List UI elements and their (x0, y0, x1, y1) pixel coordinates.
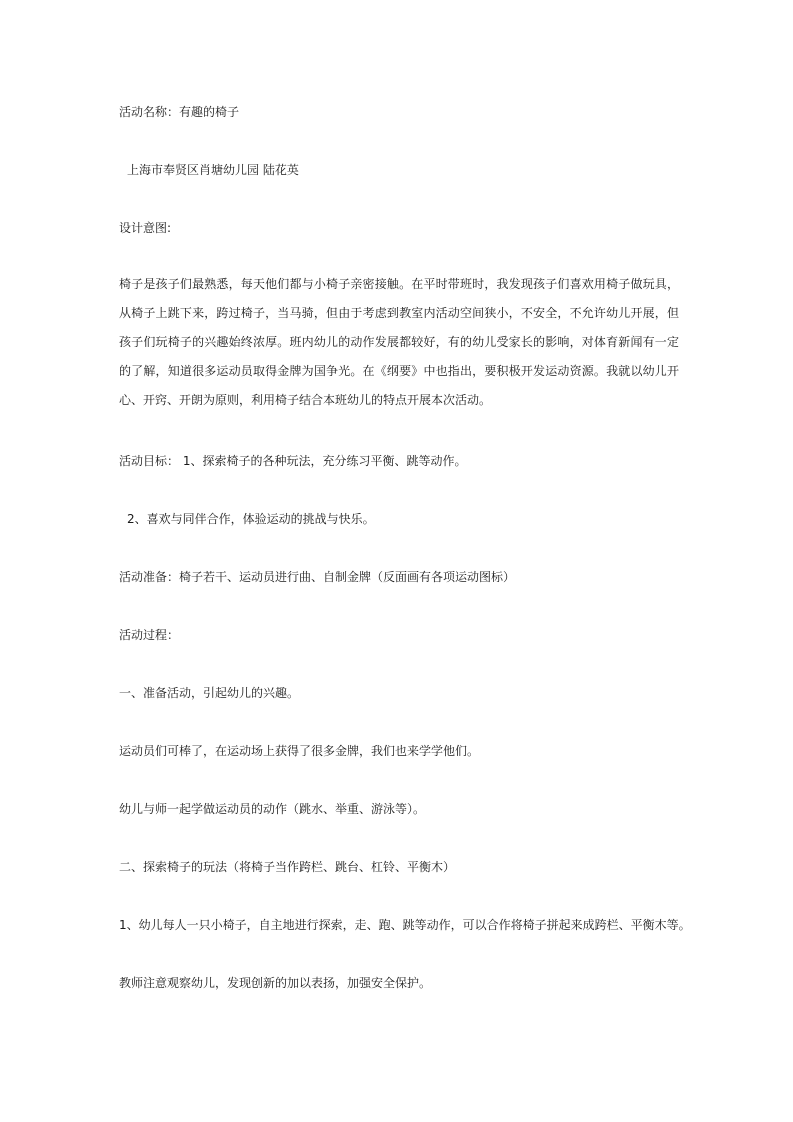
design-intent-label: 设计意图: (119, 221, 172, 235)
activity-goal-1: 活动目标： 1、探索椅子的各种玩法，充分练习平衡、跳等动作。 (119, 454, 467, 468)
step-2-item-1: 1、幼儿每人一只小椅子，自主地进行探索，走、跑、跳等动作，可以合作将椅子拼起来成跨栏、平衡木等。 (119, 918, 691, 932)
step-1-title: 一、准备活动，引起幼儿的兴趣。 (119, 686, 300, 700)
step-1-text-a: 运动员们可棒了，在运动场上获得了很多金牌，我们也来学学他们。 (119, 744, 480, 758)
activity-preparation: 活动准备：椅子若干、运动员进行曲、自制金牌（反面画有各项运动图标） (119, 570, 516, 584)
step-2-note: 教师注意观察幼儿，发现创新的加以表扬，加强安全保护。 (119, 976, 432, 990)
step-2-title: 二、探索椅子的玩法（将椅子当作跨栏、跳台、杠铃、平衡木） (119, 860, 456, 874)
author-line: 上海市奉贤区肖塘幼儿园 陆花英 (127, 163, 299, 177)
activity-goal-2: 2、喜欢与同伴合作，体验运动的挑战与快乐。 (127, 512, 375, 526)
design-intent-paragraph: 椅子是孩子们最熟悉，每天他们都与小椅子亲密接触。在平时带班时，我发现孩子们喜欢用椅子做玩具，从椅子上跳下来，跨过椅子，当马骑，但由于考虑到教室内活动空间狭小，不安全，不允许幼儿开展，但孩子们玩椅子的兴趣始终浓厚。班内幼儿的动作发展都较好，有的幼儿受家长的影响，对体育新闻有一定的了解，知道很多运动员取得金牌为国争光。在《纲要》中也指出，要积极开发运动资源。我就以幼儿开心、开窍、开朗为原则，利用椅子结合本班幼儿的特点开展本次活动。 (119, 277, 679, 407)
activity-process-label: 活动过程： (119, 628, 180, 642)
step-1-text-b: 幼儿与师一起学做运动员的动作（跳水、举重、游泳等）。 (119, 802, 426, 816)
activity-name: 活动名称：有趣的椅子 (119, 105, 240, 119)
